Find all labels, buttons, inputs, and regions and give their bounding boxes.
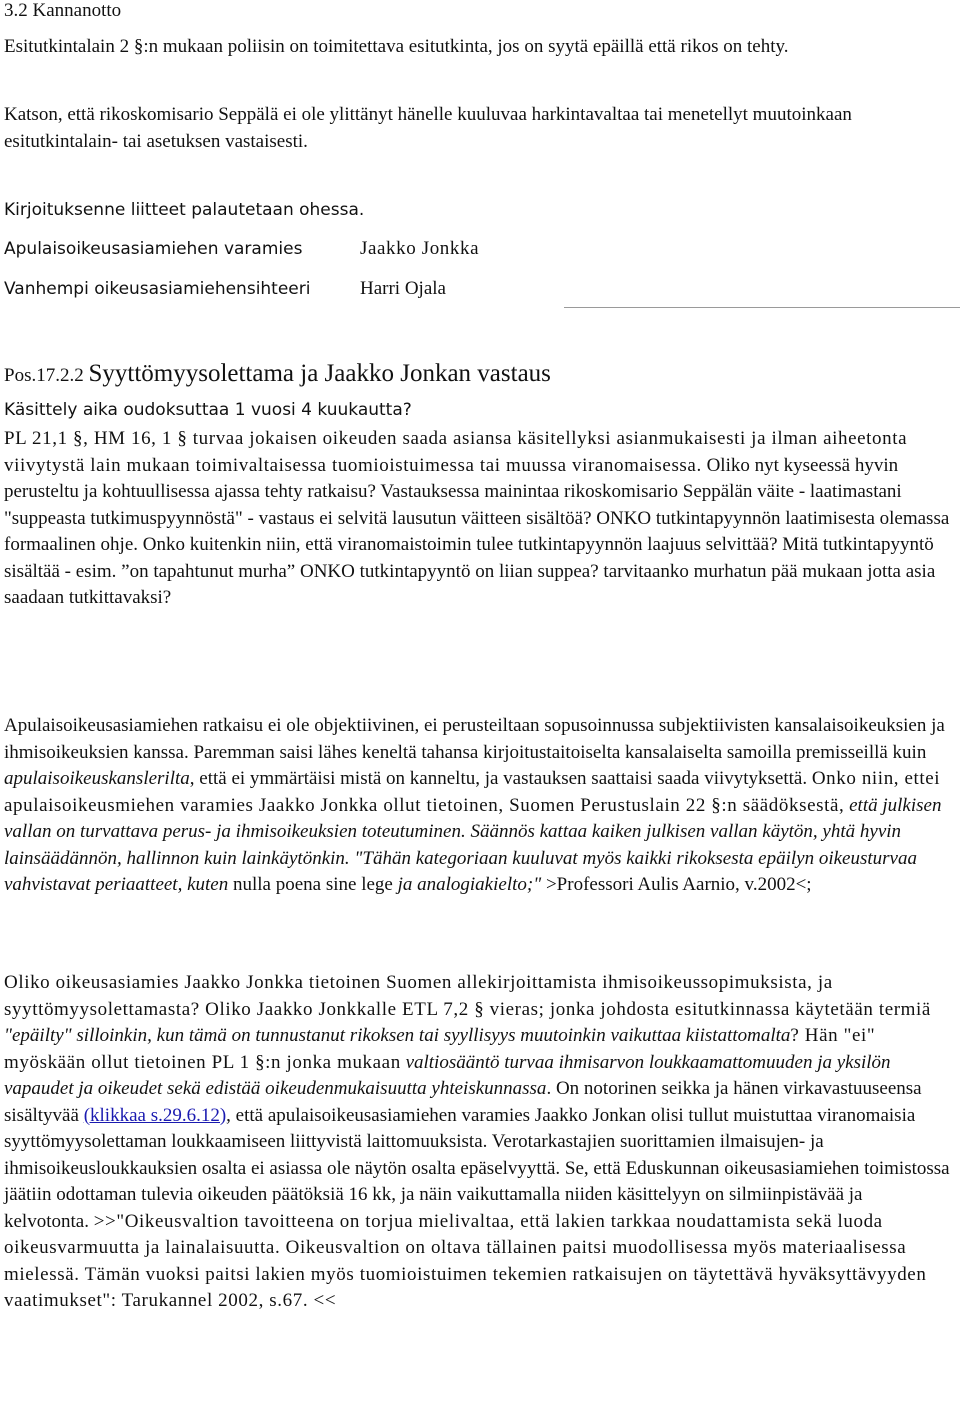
paragraph-text: , että apulaisoikeusasiamiehen varamies Jaakko Jonkan olisi tullut muistuttaa viranomaisia syyttömyysolettaman loukkaamiseen liittyvistä laittomuuksista. Verotarkastajien suorittamien ilmaisujen- ja ihmisoikeusloukkauksien osalta ei asiassa ole näytön osalta epäselvyyttä. Se, että Eduskunnan oikeusasiamiehen toimistossa jäätiin odottaman tulevia oikeuden päätöksiä 16 kk, ja näin vaikuttamalla niiden käsittelyyn on silmiinpistävää ja kelvotonta. [4,1104,950,1232]
paragraph-text: Oliko oikeusasiamies Jaakko Jonkka tietoinen Suomen allekirjoittamista ihmisoikeussopimuksista, ja syyttömyysolettamasta? Oliko Jaakko Jonkkalle ETL 7,2 § vieras; jonka johdosta esitutkinnassa käytetään termiä [4,972,931,1020]
quote-text: >>"Oikeusvaltion tavoitteena on torjua mielivaltaa, että lakien tarkkaa noudattamista sekä luoda oikeusvarmuutta ja lainalaisuutta. Oikeusvaltion on oltava tällainen paitsi muodollisessa myös materiaalisessa mielessä. Tämän vuoksi paitsi lakien myös tuomioistuimen tekemien ratkaisujen on täytettävä hyväksyttävyyden vaatimukset": Tarukannel 2002, s.67. << [4,1210,927,1311]
paragraph-text: nulla poena sine lege [232,874,393,895]
signature-name: Harri Ojala [360,278,446,299]
paragraph-text: Apulaisoikeusasiamiehen ratkaisu ei ole objektiivinen, ei perusteiltaan sopusoinnussa subjektiivisten kansalaisoikeuksien ja ihmisoikeuksien kanssa. Paremman saisi lähes keneltä tahansa kirjoitustaitoiselta kansalaiselta samoilla premisseillä kuin [4,715,945,763]
section-paragraph-1: Esitutkintalain 2 §:n mukaan poliisin on toimitettava esitutkinta, jos on syytä epäillä että rikos on tehty. [4,36,789,57]
position-number: Pos.17.2.2 [4,365,84,386]
paragraph-emphasis: apulaisoikeuskanslerilta [4,768,190,789]
paragraph-text: PL 21,1 §, HM 16, 1 § turvaa jokaisen oikeuden saada asiansa käsitellyksi asianmukaisesti ja ilman aiheetonta viivytystä lain mukaan toimivaltaisessa tuomioistuimessa tai muussa viranomaisessa. [4,428,908,476]
paragraph-emphasis: että julkisen vallan on turvattava perus- ja ihmisoikeuksien toteutuminen. Säännös kattaa kaiken julkisen vallan käytön, yhtä hyvin lainsäädännön, hallinnon kuin lainkäytönkin. "Tähän kategoriaan kuuluvat myös kaikki rikoksesta epäilyn oikeusturvaa vahvistavat periaatteet, kuten [4,794,942,895]
section-paragraph-2: Katson, että rikoskomisario Seppälä ei ole ylittänyt hänelle kuuluvaa harkintavaltaa tai menetellyt muutoinkaan esitutkintalain- tai asetuksen vastaisesti. [4,104,852,152]
signature-row-1 [4,229,904,269]
paragraph-emphasis: "epäilty" silloinkin, kun tämä on tunnustanut rikoksen tai syyllisyys muutoinkin vaikuttaa kiistattomalta [4,1025,791,1046]
position-heading [4,358,551,392]
divider-line [564,307,960,308]
signature-role: Apulaisoikeusasiamiehen varamies [4,239,303,259]
paragraph-text: , että ei ymmärtäisi mistä on kanneltu, ja vastauksen saattaisi saada viivytyksettä. [189,768,808,789]
attachments-note: Kirjoituksenne liitteet palautetaan ohessa. [4,200,365,220]
signature-role: Vanhempi oikeusasiamiehensihteeri [4,279,311,299]
section-title: 3.2 Kannanotto [4,0,122,21]
paragraph-text: ? Hän "ei" myöskään ollut tietoinen PL 1 §:n jonka mukaan [4,1025,876,1073]
signature-row-2 [4,269,904,309]
paragraph-block-3 [4,970,952,1315]
paragraph-emphasis: valtiosääntö turvaa ihmisarvon loukkaamattomuuden ja yksilön vapaudet ja oikeudet sekä edistää oikeudenmukaisuutta yhteiskunnassa [4,1051,891,1099]
paragraph-text: . On notorinen seikka ja hänen virkavastuuseensa sisältyvää [4,1078,922,1126]
paragraph-text: Onko niin, ettei apulaisoikeusmiehen varamies Jaakko Jonkka ollut tietoinen, Suomen Perustuslain 22 §:n säädöksestä, [4,768,941,816]
signature-name: Jaakko Jonkka [360,238,480,259]
paragraph-text: >Professori Aulis Aarnio, v.2002<; [545,874,812,895]
position-title: Syyttömyysolettama ja Jaakko Jonkan vastaus [88,360,551,387]
reference-link[interactable]: (klikkaa s.29.6.12) [83,1104,227,1126]
paragraph-block-1 [4,426,952,612]
position-subtitle: Käsittely aika oudoksuttaa 1 vuosi 4 kuukautta? [4,400,412,420]
paragraph-block-2 [4,713,952,899]
paragraph-emphasis: ja analogiakielto;" [397,874,542,895]
paragraph-text: Oliko nyt kyseessä hyvin perusteltu ja kohtuullisessa ajassa tehty ratkaisu? Vastauksessa mainintaa rikoskomisario Seppälän väite - laatimastani "suppeasta tutkimuspyynnöstä" - vastaus ei selvitä lausutun väitteen sisältöä? ONKO tutkintapyynnön laatimisesta olemassa formaalinen ohje. Onko kuitenkin niin, että viranomaistoimin tulee tutkintapyynnön laajuus selvittää? Mitä tutkintapyyntö sisältää - esim. ”on tapahtunut murha” ONKO tutkintapyyntö on liian suppea? tarvitaanko murhatun pää mukaan jotta asia saadaan tutkittavaksi? [4,454,950,608]
signature-block [4,229,904,309]
